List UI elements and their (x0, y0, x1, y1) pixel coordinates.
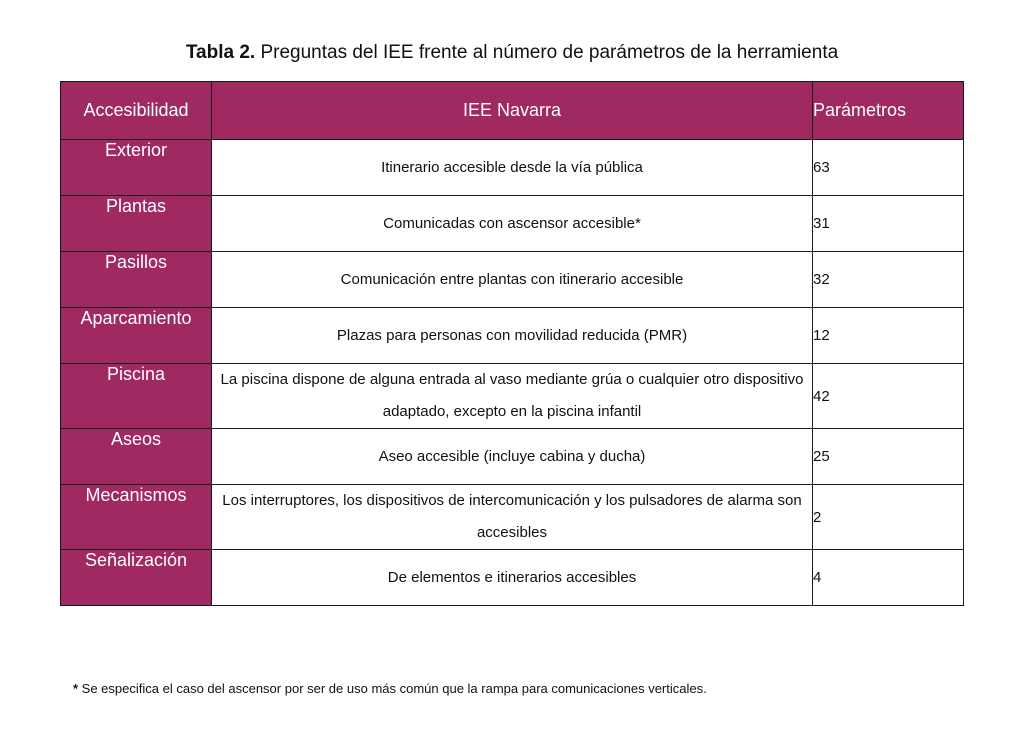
table-row (61, 550, 964, 606)
row-question: Comunicación entre plantas con itinerario accesible (212, 252, 813, 308)
header-iee-navarra: IEE Navarra (212, 82, 813, 140)
row-parameters: 31 (813, 196, 964, 252)
table-row (61, 308, 964, 364)
row-question: Itinerario accesible desde la vía pública (212, 140, 813, 196)
table-row (61, 364, 964, 429)
row-question: Aseo accesible (incluye cabina y ducha) (212, 429, 813, 485)
parameters-table (60, 81, 964, 606)
row-category: Pasillos (61, 252, 212, 308)
table-row (61, 429, 964, 485)
row-parameters: 42 (813, 364, 964, 429)
table-header-row (61, 82, 964, 140)
row-parameters: 25 (813, 429, 964, 485)
header-accesibilidad: Accesibilidad (61, 82, 212, 140)
footnote-text: Se especifica el caso del ascensor por ser de uso más común que la rampa para comunicaciones verticales. (78, 681, 707, 696)
row-category: Aseos (61, 429, 212, 485)
row-question: Comunicadas con ascensor accesible* (212, 196, 813, 252)
row-category: Piscina (61, 364, 212, 429)
row-category: Señalización (61, 550, 212, 606)
row-category: Plantas (61, 196, 212, 252)
caption-label: Tabla 2. (185, 42, 256, 63)
table-row (61, 485, 964, 550)
header-parametros: Parámetros (813, 82, 964, 140)
row-parameters: 12 (813, 308, 964, 364)
caption-text: Preguntas del IEE frente al número de parámetros de la herramienta (255, 42, 839, 63)
row-question: La piscina dispone de alguna entrada al vaso mediante grúa o cualquier otro dispositivo adaptado, excepto en la piscina infantil (212, 364, 813, 429)
footnote (73, 681, 707, 696)
table-row (61, 140, 964, 196)
row-question: Los interruptores, los dispositivos de intercomunicación y los pulsadores de alarma son accesibles (212, 485, 813, 550)
table-row (61, 196, 964, 252)
row-parameters: 63 (813, 140, 964, 196)
row-parameters: 4 (813, 550, 964, 606)
row-category: Exterior (61, 140, 212, 196)
row-category: Mecanismos (61, 485, 212, 550)
table-caption (0, 42, 1024, 64)
row-category: Aparcamiento (61, 308, 212, 364)
row-parameters: 2 (813, 485, 964, 550)
row-parameters: 32 (813, 252, 964, 308)
row-question: De elementos e itinerarios accesibles (212, 550, 813, 606)
table-row (61, 252, 964, 308)
footnote-marker: * (73, 681, 79, 696)
row-question: Plazas para personas con movilidad reducida (PMR) (212, 308, 813, 364)
